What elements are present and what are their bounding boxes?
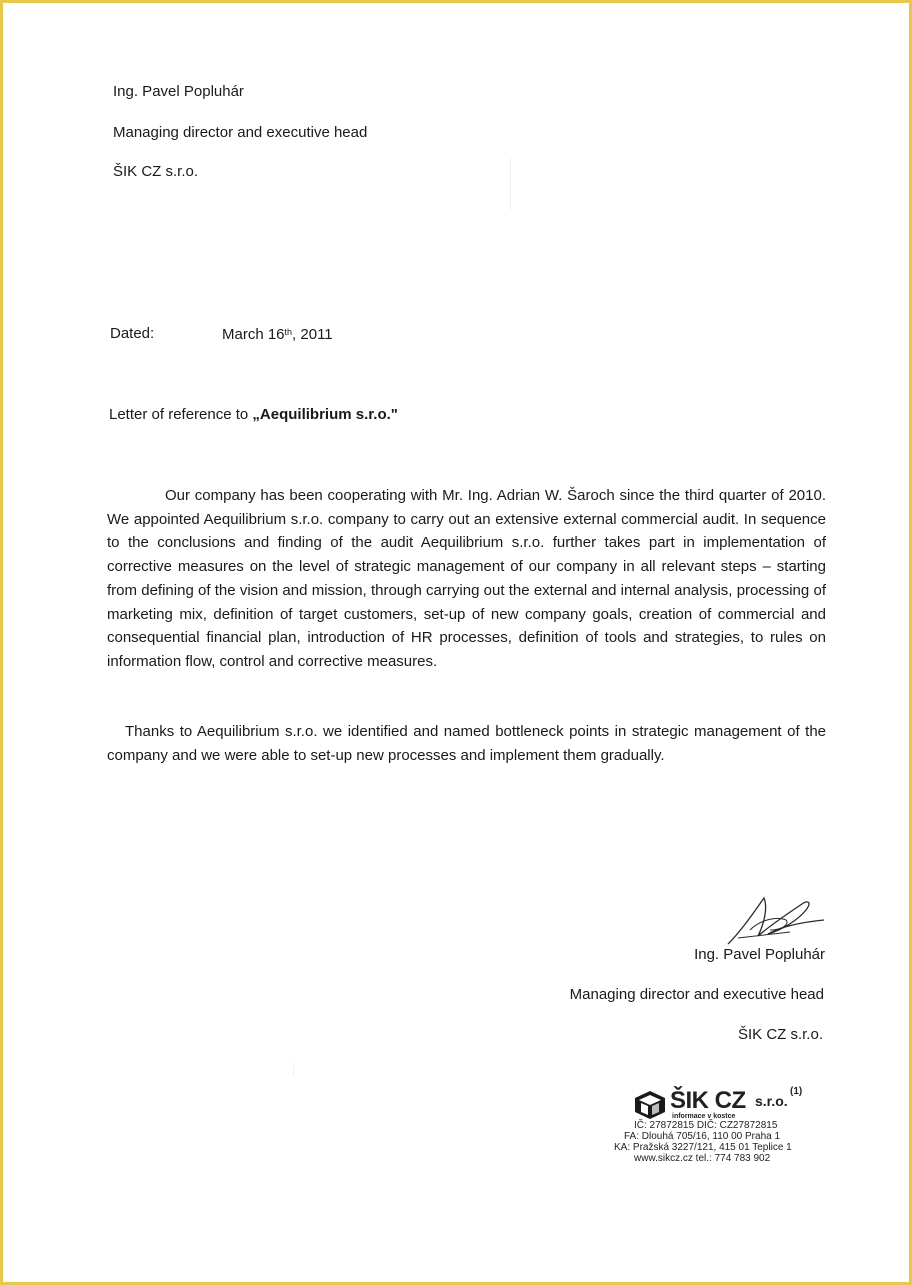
- handwritten-signature: [720, 890, 830, 948]
- subject-prefix: Letter of reference to: [109, 406, 253, 423]
- body-paragraph-1-text: Our company has been cooperating with Mr. Ing. Adrian W. Šaroch since the third quarter of 2010. We appointed Aequilibrium s.r.o. company to carry out an extensive external commercial audit. In sequence to the conclusions and finding of the audit Aequilibrium s.r.o. further takes part in implementation of corrective measures on the level of strategic management of our company in all relevant steps – starting from defining of the vision and mission, through carrying out the external and internal analysis, processing of marketing mix, definition of target customers, set-up of new company goals, creation of commercial and consequential financial plan, introduction of HR processes, definition of tools and strategies, to rules on information flow, control and corrective measures.: [107, 487, 826, 670]
- stamp-fa-address: FA: Dlouhá 705/16, 110 00 Praha 1: [624, 1131, 781, 1142]
- date-year: , 2011: [292, 326, 333, 343]
- stamp-contact: www.sikcz.cz tel.: 774 783 902: [634, 1153, 771, 1164]
- signer-title: Managing director and executive head: [569, 986, 824, 1003]
- body-paragraph-1: [107, 484, 826, 674]
- stamp-ka-address: KA: Pražská 3227/121, 415 01 Teplice 1: [614, 1142, 792, 1153]
- signer-name: Ing. Pavel Popluhár: [694, 946, 825, 963]
- sender-name: Ing. Pavel Popluhár: [113, 83, 244, 100]
- stamp-company-name: ŠIK CZ: [670, 1087, 746, 1114]
- date-value: [222, 326, 333, 344]
- date-ordinal: th: [284, 327, 293, 337]
- body-paragraph-2-text: Thanks to Aequilibrium s.r.o. we identified and named bottleneck points in strategic management of the company and we were able to set-up new processes and implement them gradually.: [107, 723, 826, 764]
- signer-company: ŠIK CZ s.r.o.: [737, 1026, 823, 1043]
- dated-label: Dated:: [110, 325, 155, 342]
- scan-artifact-line: [510, 158, 511, 210]
- subject-company: „Aequilibrium s.r.o.": [252, 406, 398, 423]
- stamp-company-suffix: s.r.o.: [755, 1093, 788, 1109]
- sender-title: Managing director and executive head: [113, 124, 368, 141]
- scan-artifact-mark: [293, 1062, 294, 1076]
- company-stamp: [608, 1086, 818, 1171]
- stamp-tagline: informace v kostce: [672, 1113, 736, 1120]
- stamp-ic-dic: IČ: 27872815 DIČ: CZ27872815: [634, 1120, 778, 1131]
- stamp-logo-icon: [634, 1090, 666, 1120]
- date-main: March 16: [222, 326, 285, 343]
- sender-company: ŠIK CZ s.r.o.: [113, 163, 199, 180]
- subject-line: [109, 406, 398, 424]
- stamp-number: (1): [790, 1086, 803, 1097]
- body-paragraph-2: [107, 720, 826, 767]
